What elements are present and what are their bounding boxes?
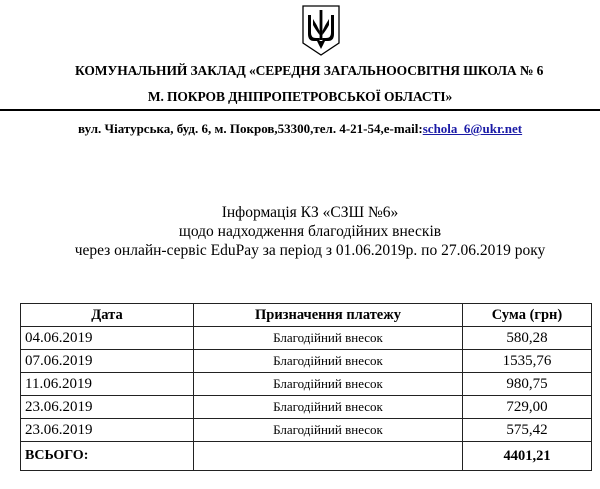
table-row <box>21 350 592 373</box>
cell-date: 04.06.2019 <box>21 327 194 350</box>
total-label: ВСЬОГО: <box>21 442 194 471</box>
cell-purpose: Благодійний внесок <box>194 350 463 373</box>
column-header-sum: Сума (грн) <box>463 304 592 327</box>
address-text: вул. Чіатурська, буд. 6, м. Покров,53300,тел. 4-21-54,e-mail: <box>78 121 423 136</box>
address-line <box>78 121 522 137</box>
table-row <box>21 327 592 350</box>
cell-sum: 580,28 <box>463 327 592 350</box>
table-header-row <box>21 304 592 327</box>
cell-date: 11.06.2019 <box>21 373 194 396</box>
cell-purpose: Благодійний внесок <box>194 327 463 350</box>
header-divider <box>0 109 600 111</box>
payments-table <box>20 303 592 471</box>
document-subtitle: щодо надходження благодійних внесків <box>178 223 442 240</box>
table-row <box>21 419 592 442</box>
total-sum: 4401,21 <box>463 442 592 471</box>
column-header-purpose: Призначення платежу <box>194 304 463 327</box>
institution-name-line2: М. ПОКРОВ ДНІПРОПЕТРОВСЬКОЇ ОБЛАСТІ» <box>147 89 453 104</box>
document-period: через онлайн-сервіс EduPay за період з 01.06.2019р. по 27.06.2019 року <box>74 242 546 259</box>
coat-of-arms-icon <box>300 3 342 57</box>
cell-sum: 980,75 <box>463 373 592 396</box>
cell-sum: 575,42 <box>463 419 592 442</box>
document-title: Інформація КЗ «СЗШ №6» <box>221 204 399 221</box>
total-purpose-empty <box>194 442 463 471</box>
table-row <box>21 396 592 419</box>
table-total-row <box>21 442 592 471</box>
cell-purpose: Благодійний внесок <box>194 396 463 419</box>
table-row <box>21 373 592 396</box>
cell-date: 07.06.2019 <box>21 350 194 373</box>
cell-purpose: Благодійний внесок <box>194 373 463 396</box>
email-link[interactable]: schola_6@ukr.net <box>422 121 523 136</box>
institution-name-line1: КОМУНАЛЬНИЙ ЗАКЛАД «СЕРЕДНЯ ЗАГАЛЬНООСВІТНЯ ШКОЛА № 6 <box>75 63 544 78</box>
column-header-date: Дата <box>21 304 194 327</box>
cell-date: 23.06.2019 <box>21 396 194 419</box>
cell-purpose: Благодійний внесок <box>194 419 463 442</box>
cell-sum: 1535,76 <box>463 350 592 373</box>
cell-sum: 729,00 <box>463 396 592 419</box>
cell-date: 23.06.2019 <box>21 419 194 442</box>
